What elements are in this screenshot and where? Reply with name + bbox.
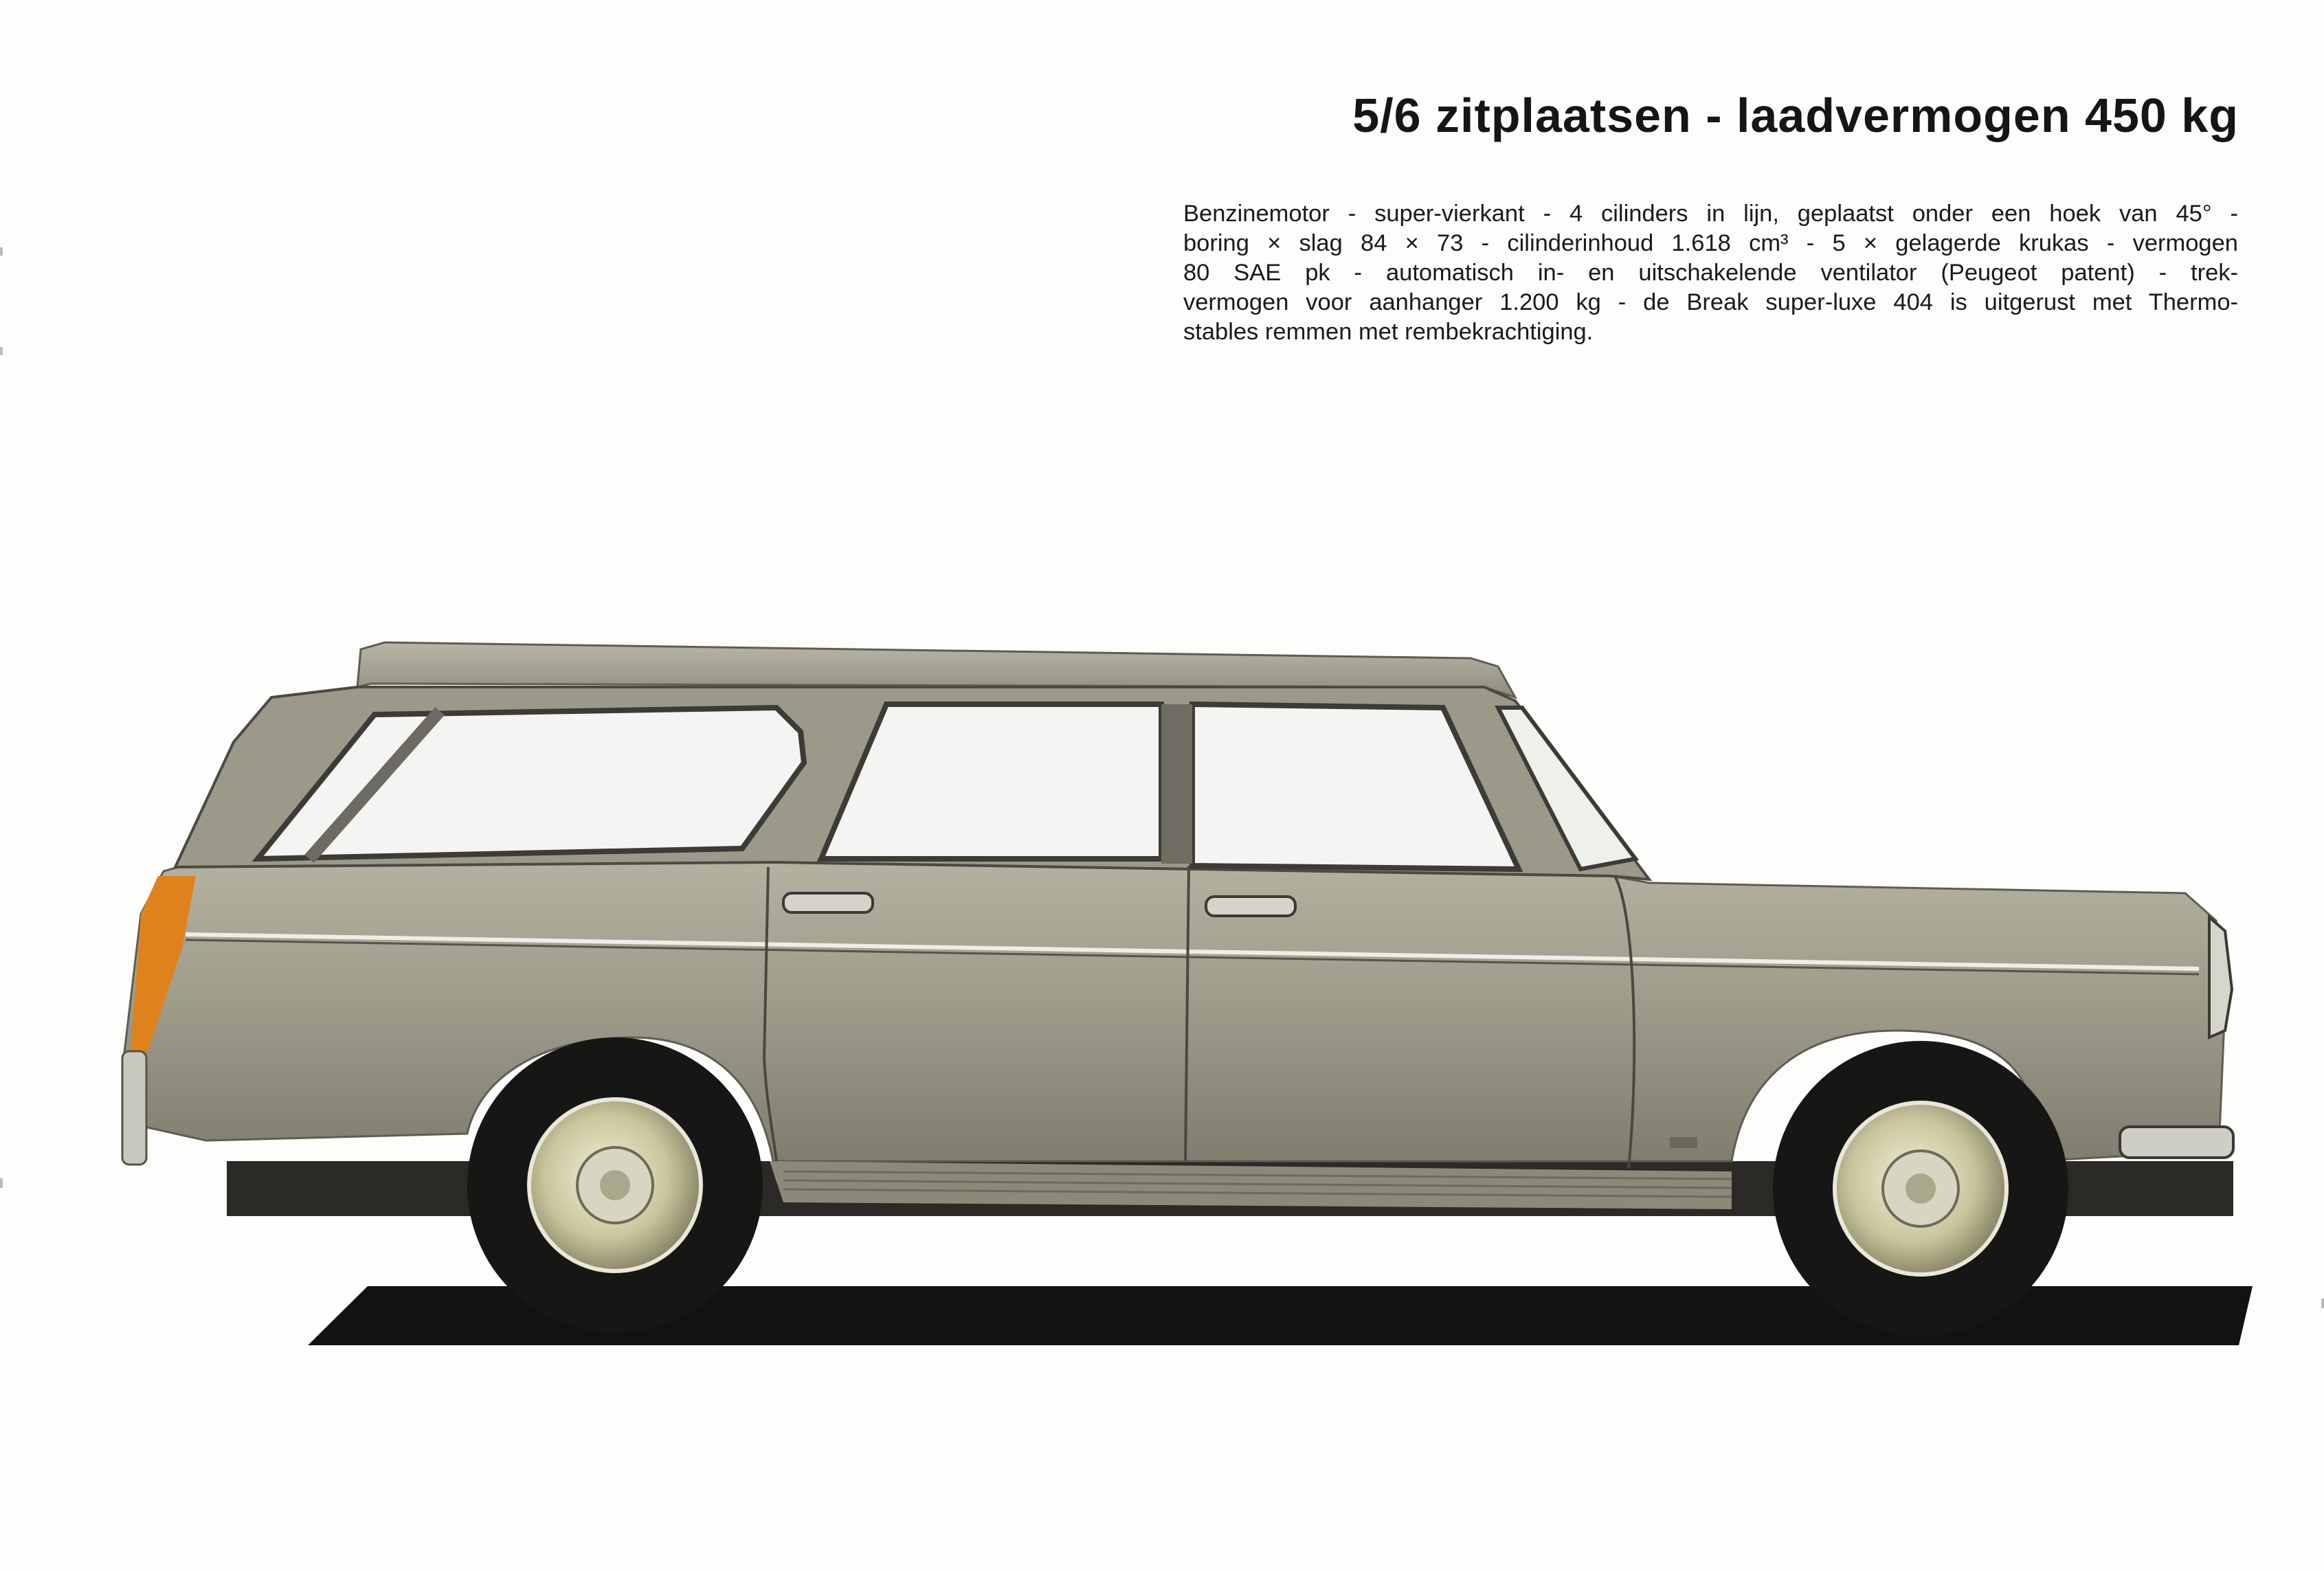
- edge-mark: [0, 247, 3, 256]
- side-badge: [1670, 1137, 1697, 1148]
- spec-line: boring × slag 84 × 73 - cilinderinhoud 1.618 cm³ - 5 × gelagerde krukas - vermogen: [1183, 230, 2238, 256]
- spec-line: stables remmen met rembekrachtiging.: [1183, 319, 1594, 345]
- headlamp: [2209, 917, 2232, 1037]
- edge-mark: [0, 347, 3, 355]
- spec-line: 80 SAE pk - automatisch in- en uitschakelende ventilator (Peugeot patent) - trek-: [1183, 260, 2238, 286]
- front-wheel: [1773, 1041, 2068, 1336]
- edge-mark: [2321, 1299, 2324, 1308]
- spec-line: vermogen voor aanhanger 1.200 kg - de Break super-luxe 404 is uitgerust met Thermo-: [1183, 289, 2238, 315]
- front-bumper: [2120, 1127, 2233, 1158]
- spec-line: Benzinemotor - super-vierkant - 4 cilinders in lijn, geplaatst onder een hoek van 45° -: [1183, 201, 2238, 227]
- rear-bumper: [122, 1051, 146, 1165]
- rear-wheel: [467, 1037, 763, 1333]
- edge-mark: [0, 1178, 3, 1188]
- rear-door-handle: [783, 893, 873, 912]
- page-headline: 5/6 zitplaatsen - laadvermogen 450 kg: [1352, 89, 2239, 142]
- front-door-handle: [1206, 897, 1295, 916]
